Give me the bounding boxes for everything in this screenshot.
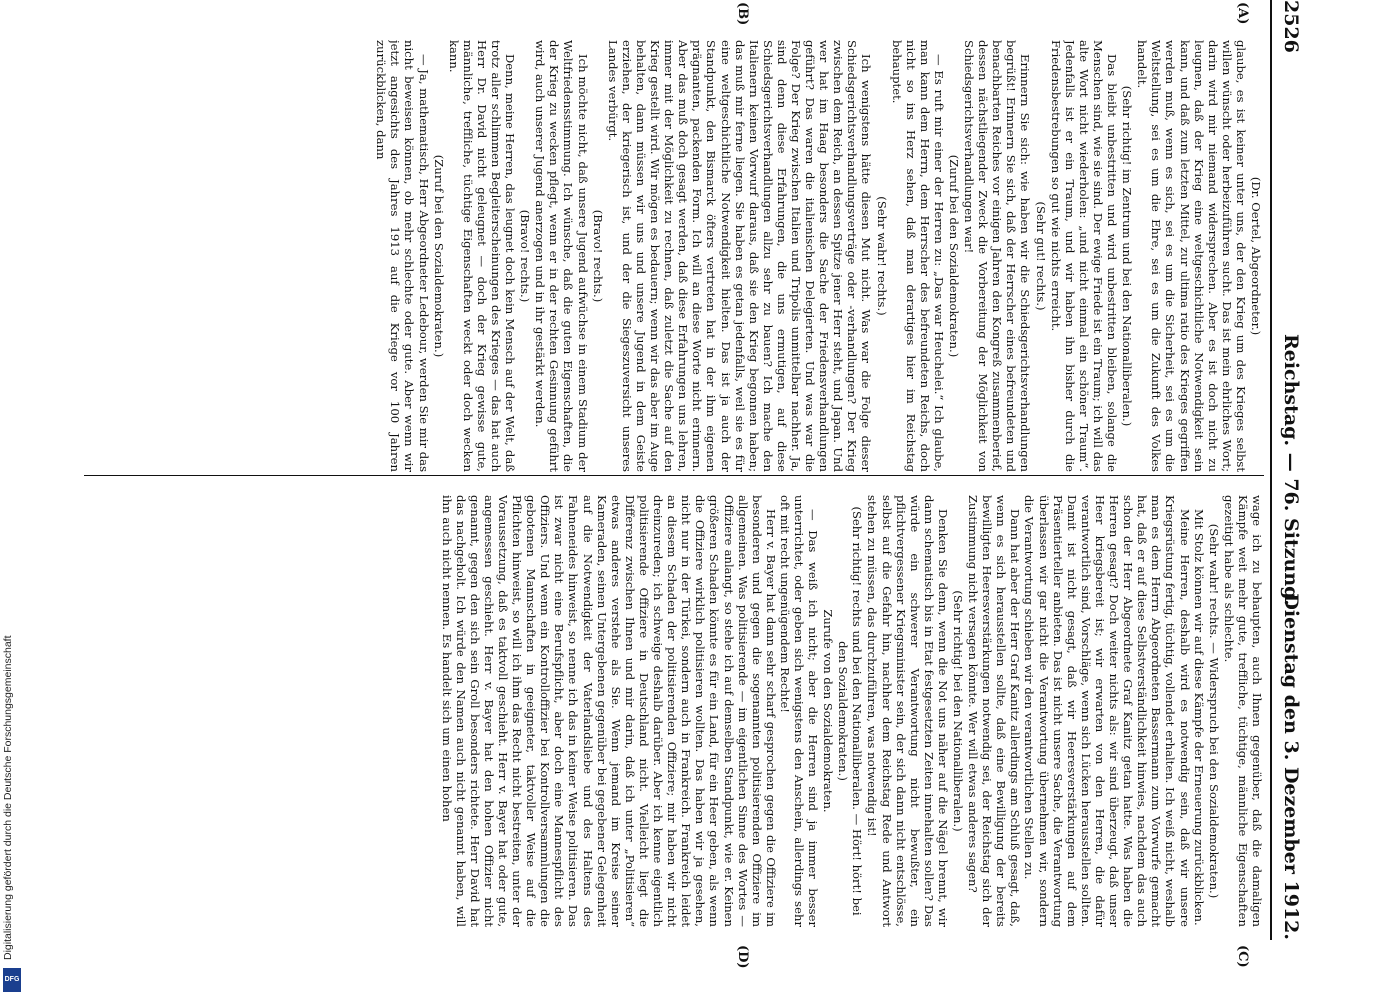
page-header [1270, 0, 1302, 940]
right-column-paragraph: (Sehr wahr! rechts. — Widerspruch bei den Sozialdemokraten.) [1206, 523, 1221, 899]
right-column-paragraph: Meine Herren, deshalb wird es notwendig sein, daß wir unsere Kriegsrüstung fertig, tüchtig, vollendet erhalten. Ich weiß nicht, weshalb man es dem Herrn Abgeordneten Bassermann zum Vorwurfe gemacht hat, daß er auf diese Selbstverständlichkeit hinwies, nachdem das auch schon der Herr Abgeordnete Graf Kanitz getan hatte. Was haben die Herren gesagt? Doch weiter nichts als: wir sind überzeugt, daß unser Heer kriegsbereit ist; wir erwarten von den Herren, die dafür verantwortlich sind, Vorschläge, wenn sich Lücken herausstellen sollten. Damit ist nicht gesagt, daß wir Heeresverstärkungen auf dem Präsentierteller anbieten. Das ist nicht unsere Sache, die Verantwortung überlassen wir gar nicht die Verantwortung übernehmen wir, sondern die Verantwortung schieben wir den verantwortlichen Stellen zu. [1022, 495, 1192, 927]
left-column-paragraph: — Es ruft mir einer der Herren zu: „Das war Heuchelei.“ Ich glaube, man kann dem Herrn, dem Herrscher des befreundeten Reichs, doch nicht so ins Herz sehen, daß man derartiges hier im Reichstag behauptet. [889, 40, 946, 472]
left-column-paragraph: Erinnern Sie sich: wie haben wir die Schiedsgerichtsverhandlungen begrüßt! Erinnern Sie sich, daß der Herrscher eines befreundeten und benachbarten Reiches vor einigen Jahren den Kongreß zusammenberief, dessen nächstliegender Zweck die Vorbereitung der Möglichkeit von Schiedsgerichtsverhandlungen war! [962, 40, 1033, 472]
left-column-paragraph: (Sehr wahr! rechts.) [874, 196, 889, 316]
dfg-logo: DFG [3, 968, 21, 992]
left-column-paragraph: (Dr. Oertel, Abgeordneter.) [1249, 176, 1263, 336]
right-column [34, 495, 1264, 927]
right-column-paragraph: — Das weiß ich nicht; aber die Herren sind ja immer besser unterrichtet, oder geben sich wenigstens den Anschein, allerdings sehr oft mit recht ungenügendem Rechte! [777, 495, 821, 927]
left-column-paragraph: glaube, es ist keiner unter uns, der den Krieg um des Krieges selbst willen wünscht oder herbeizuführen sucht. Das ist mein ehrliches Wort; darin wird mir niemand widersprechen. Aber es ist doch nicht zu leugnen, daß der Krieg eine weltgeschichtliche Notwendigkeit sein kann, und daß zum letzten Mittel, zur ultima ratio des Krieges gegriffen werden muß, wenn es sich, sei es um die Sicherheit, sei es um die Weltstellung, sei es um die Ehre, sei es um die Zukunft des Volkes handelt. [1135, 40, 1248, 472]
right-column-paragraph: Zurufe von den Sozialdemokraten. [821, 609, 836, 813]
session-date: Dienstag den 3. Dezember 1912. [1280, 593, 1302, 940]
left-column-paragraph: Das bleibt unbestritten und wird unbestritten bleiben, solange die Menschen sind, wie sie sind. Der ewige Friede ist ein Traum; ich will das alte Wort nicht wiederholen: „und nicht einmal ein schöner Traum“. Jedenfalls ist er ein Traum, und wir haben ihn bisher durch die Friedensbestrebungen so gut wie nichts erreicht. [1048, 40, 1120, 472]
right-column-paragraph: (Sehr richtig! rechts und bei den Nationalliberalen. — Hört! hört! bei den Sozialdemokraten.) [836, 506, 865, 916]
margin-marker-c: (C) [1235, 945, 1250, 968]
right-column-paragraph: Herr v. Bayer hat dann sehr scharf gesprochen gegen die Offiziere im besonderen und gegen die sogenannten politisierenden Offiziere im allgemeinen. Was politisierende — im eigentlichen Sinne des Wortes — Offiziere anlangt, so stehe ich auf demselben Standpunkt, wie er. Keinen größeren Schaden könnte es für ein Land, für ein Heer geben, als wenn die Offiziere wirklich politisieren wollten. Das haben wir ja gesehen, nicht nur in der Türkei, sondern auch in Frankreich. Frankreich leidet an diesem Schaden der politisierenden Offiziere; mir haben wir nicht dreinzureden; ich schweige deshalb darüber. Aber ich kenne eigentlich politisierende Offiziere in Deutschland nicht. Vielleicht liegt die Differenz zwischen Ihnen und mir darin, daß ich unter „Politisieren“ etwas anderes verstehe als Sie. Wenn jemand im Kreise seiner Kameraden, seinen Untergebenen gegenüber bei gegebener Gelegenheit auf die Notwendigkeit der Vaterlandsliebe und des Haltens des Fahneneides hinweist, so nenne ich das in keiner Weise politisieren. Das ist zwar nicht eine Berufspflicht, aber doch eine Mannespflicht des Offiziers. Und wenn ein Kontrolloffizier bei Kontrollversammlungen die gebotenen Mannschaften in geeigneter, taktvoller Weise auf die Pflichten hinweist, so will ich ihm das Recht nicht bestreiten, unter der Voraussetzung, daß es taktvoll geschieht. Herr v. Bayer hat oder gute, angemessen geschieht. Herr v. Bayer hat den hohen Offizier nicht genannt, gegen den sich sein Groll besonders richtete. Herr David hat das nachgeholt. Ich würde den Namen auch nicht genannt haben, will ihn auch nicht nennen. Es handelt sich um einen hohen [439, 495, 778, 927]
right-column-paragraph: wage ich zu behaupten, auch Ihnen gegenüber, daß die damaligen Kämpfe weit mehr gute, treffliche, tüchtige, männliche Eigenschaften gezeitigt habe als schlechte. [1221, 495, 1264, 927]
left-column-paragraph: Denn, meine Herren, das leugnet doch kein Mensch auf der Welt, daß trotz aller schlimmen Begleiterscheinungen des Krieges — das hat auch Herr Dr. David nicht geleugnet — doch der Krieg gewisse gute, männliche, treffliche, tüchtige Eigenschaften weckt oder doch wecken kann. [446, 40, 518, 472]
column-divider [84, 475, 1264, 476]
right-column-paragraph: Dann hat aber der Herr Graf Kanitz allerdings am Schluß gesagt, daß, wenn es sich herausstellen sollte, daß eine Bewilligung der bereits bewilligten Heeresverstärkungen notwendig sei, der Reichstag sich der Zustimmung nicht versagen könnte. Wer will etwas anderes sagen? [966, 495, 1023, 927]
left-column-paragraph: (Zuruf bei den Sozialdemokraten.) [431, 154, 446, 358]
left-column-paragraph: — Ja, mathematisch, Herr Abgeordneter Ledebour, werden Sie mir das nicht beweisen können, ob mehr schlechte oder gute. Aber wenn wir jetzt angesichts des Jahres 1913 auf die Kriege vor 100 Jahren zurückblicken, dann [374, 40, 431, 472]
digitization-sidebar [0, 0, 26, 1000]
rotated-page [30, 0, 1330, 1000]
margin-marker-a: (A) [1235, 2, 1250, 25]
left-column [34, 40, 1264, 472]
right-column-paragraph: (Sehr richtig! bei den Nationalliberalen.) [951, 590, 966, 832]
left-column-paragraph: (Bravo! rechts.) [590, 209, 605, 303]
page-number: 2526 [1280, 0, 1302, 53]
left-column-paragraph: (Bravo! rechts.) [518, 209, 533, 303]
right-column-paragraph: Mit Stolz können wir auf diese Kämpfe der Erneuerung zurückblicken. [1191, 509, 1206, 926]
left-column-paragraph: (Sehr gut! rechts.) [1033, 201, 1048, 311]
left-column-paragraph: Ich wenigstens hätte diesen Mut nicht. Was war die Folge dieser Schiedsgerichtsverhandlungsverträge oder -verhandlungen? Der Krieg zwischen dem Reich, an dessen Spitze jener Herr steht, und Japan. Und wer hat im Haag besonders die Sache der Friedensverhandlungen geführt? Das waren die italienischen Delegierten. Und was war die Folge? Der Krieg zwischen Italien und Tripolis unmittelbar nachher. Ja, sind denn diese Erfahrungen, die uns ermutigen, auf diese Schiedsgerichtsverhandlungen allzu sehr zu bauen? Ich mache den Italienern keinen Vorwurf daraus, daß sie den Krieg begonnen haben; das muß mir ferne liegen. Sie haben es getan jedenfalls, weil sie es für eine weltgeschichtliche Notwendigkeit hielten. Das ist ja auch der Standpunkt, den Bismarck öfters vertreten hat in der ihm eigenen prägnanten, packenden Form. Ich will an diese Worte nicht erinnern. Aber das muß doch gesagt werden, daß diese Erfahrungen uns lehren, immer mit der Möglichkeit zu rechnen, daß zuletzt die Sache auf den Krieg gestellt wird. Wir mögen es bedauern; wenn wir das aber im Auge behalten, dann müssen wir uns und unsere Jugend in dem Geiste erziehen, der kriegerisch ist, und der die Siegeszuversicht unseres Landes verbürgt. [605, 40, 874, 472]
margin-marker-b: (B) [735, 2, 750, 26]
left-column-paragraph: (Sehr richtig! im Zentrum und bei den Nationalliberalen.) [1120, 85, 1135, 427]
right-column-paragraph: Denken Sie denn, wenn die Not uns näher auf die Nägel brennt, wir dann schematisch bis in Etat festgesetzten Zeiten innehalten sollen? Das würde ein schwerer Verantwortung nicht bewußter, ein pflichtvergessener Kriegsminister sein, der sich dann nicht entschlösse, selbst auf die Gefahr hin, nachher dem Reichstag Rede und Antwort stehen zu müssen, das durchzuführen, was notwendig ist! [865, 495, 950, 927]
digitization-credit: Digitalisierung gefördert durch die Deutsche Forschungsgemeinschaft [2, 635, 14, 960]
left-column-paragraph: Ich möchte nicht, daß unsere Jugend aufwüchse in einem Stadium der Weltfriedensstimmung. Ich wünsche, daß die guten Eigenschaften, die der Krieg zu wecken pflegt, wenn er in der rechten Gesinnung geführt wird, auch unserer Jugend anerzogen und in ihr gestärkt werden. [533, 40, 590, 472]
left-column-paragraph: (Zuruf bei den Sozialdemokraten.) [947, 154, 962, 358]
margin-marker-d: (D) [735, 945, 750, 969]
page-title: Reichstag. — 76. Sitzung. [1280, 333, 1302, 607]
